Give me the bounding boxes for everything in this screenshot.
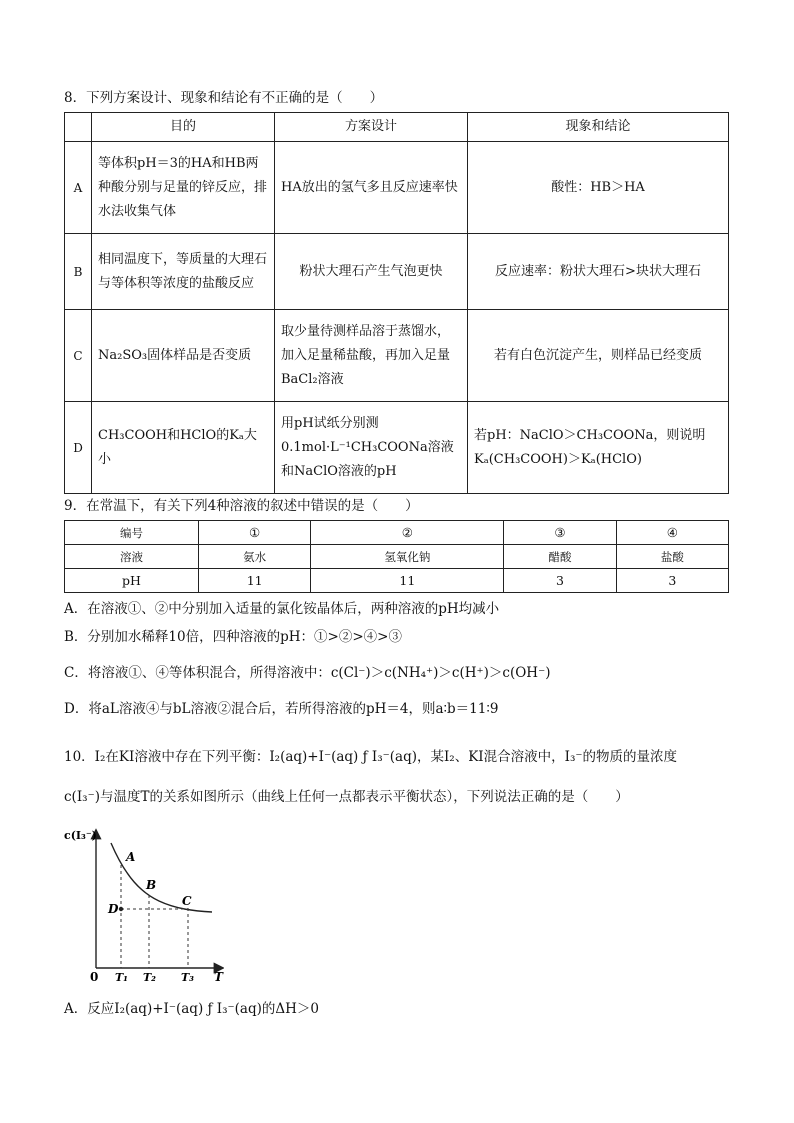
q8-row-design: HA放出的氢气多且反应速率快 — [275, 142, 468, 234]
graph-label-d: D — [108, 902, 119, 916]
q8-row-purpose: 相同温度下，等质量的大理石与等体积等浓度的盐酸反应 — [92, 234, 275, 310]
q8-row-purpose: CH₃COOH和HClO的Kₐ大小 — [92, 402, 275, 494]
q9-cell: ① — [199, 521, 311, 545]
q9-option-d: D．将aL溶液④与bL溶液②混合后，若所得溶液的pH＝4，则a∶b＝11∶9 — [64, 701, 499, 717]
graph-x-label: T — [214, 970, 223, 983]
graph-label-c: C — [182, 894, 192, 908]
graph-y-label: c(I₃⁻) — [64, 829, 97, 842]
q9-ph-row — [65, 569, 729, 593]
graph-origin: 0 — [90, 970, 99, 983]
q8-header-blank — [65, 113, 92, 142]
q10-stem — [64, 737, 734, 817]
q9-cell: ② — [311, 521, 504, 545]
q9-option-b: B．分别加水稀释10倍，四种溶液的pH：①>②>④>③ — [64, 629, 402, 645]
q8-row-design: 用pH试纸分别测0.1mol·L⁻¹CH₃COONa溶液和NaClO溶液的pH — [275, 402, 468, 494]
q8-table — [64, 112, 729, 494]
q9-row-label: pH — [65, 569, 199, 593]
q9-cell: ③ — [504, 521, 616, 545]
q8-row-purpose: Na₂SO₃固体样品是否变质 — [92, 310, 275, 402]
q9-row-label: 溶液 — [65, 545, 199, 569]
q8-row-conclusion: 酸性：HB＞HA — [468, 142, 729, 234]
exam-page — [64, 86, 734, 1021]
q8-row-purpose: 等体积pH＝3的HA和HB两种酸分别与足量的锌反应，排水法收集气体 — [92, 142, 275, 234]
q9-number-row — [65, 521, 729, 545]
q8-row-d — [65, 402, 729, 494]
q9-option-c: C．将溶液①、④等体积混合，所得溶液中：c(Cl⁻)＞c(NH₄⁺)＞c(H⁺)＞c(OH⁻) — [64, 665, 551, 681]
q8-row-conclusion: 反应速率：粉状大理石>块状大理石 — [468, 234, 729, 310]
q8-header-purpose: 目的 — [92, 113, 275, 142]
q8-row-conclusion: 若有白色沉淀产生，则样品已经变质 — [468, 310, 729, 402]
q8-row-label: A — [65, 142, 92, 234]
q8-header-design: 方案设计 — [275, 113, 468, 142]
q9-cell: 3 — [616, 569, 728, 593]
q9-cell: 3 — [504, 569, 616, 593]
q9-cell: 11 — [311, 569, 504, 593]
q9-cell: 盐酸 — [616, 545, 728, 569]
q10-option-a: A．反应I₂(aq)+I⁻(aq) ƒ I₃⁻(aq)的ΔH＞0 — [64, 1001, 319, 1017]
q8-header-conclusion: 现象和结论 — [468, 113, 729, 142]
q8-row-a — [65, 142, 729, 234]
graph-tick-t2: T₂ — [143, 971, 157, 983]
graph-tick-t3: T₃ — [181, 971, 195, 983]
q9-cell: 醋酸 — [504, 545, 616, 569]
q9-option-a: A．在溶液①、②中分别加入适量的氯化铵晶体后，两种溶液的pH均减小 — [64, 601, 500, 617]
graph-label-a: A — [126, 850, 136, 864]
q8-row-c — [65, 310, 729, 402]
q9-cell: ④ — [616, 521, 728, 545]
q9-solution-row — [65, 545, 729, 569]
q8-row-conclusion: 若pH：NaClO＞CH₃COONa，则说明Kₐ(CH₃COOH)＞Kₐ(HClO) — [468, 402, 729, 494]
q9-table — [64, 520, 729, 593]
q9-cell: 氢氧化钠 — [311, 545, 504, 569]
q8-header-row — [65, 113, 729, 142]
q10-stem-line1: 10．I₂在KI溶液中存在下列平衡：I₂(aq)+I⁻(aq) ƒ I₃⁻(aq)，某I₂、KI混合溶液中，I₃⁻的物质的量浓度 — [64, 749, 678, 765]
q9-cell: 氨水 — [199, 545, 311, 569]
q9-cell: 11 — [199, 569, 311, 593]
q8-row-design: 取少量待测样品溶于蒸馏水，加入足量稀盐酸，再加入足量BaCl₂溶液 — [275, 310, 468, 402]
q8-row-label: C — [65, 310, 92, 402]
q8-row-label: D — [65, 402, 92, 494]
graph-label-b: B — [146, 878, 157, 892]
q8-row-label: B — [65, 234, 92, 310]
q9-stem: 9．在常温下，有关下列4种溶液的叙述中错误的是（ ） — [64, 498, 419, 514]
q10-stem-line2: c(I₃⁻)与温度T的关系如图所示（曲线上任何一点都表示平衡状态），下列说法正确的是（ ） — [64, 789, 629, 805]
graph-point-d — [119, 907, 123, 911]
q10-graph — [64, 823, 224, 983]
graph-tick-t1: T₁ — [115, 971, 129, 983]
q9-row-label: 编号 — [65, 521, 199, 545]
q8-stem: 8．下列方案设计、现象和结论有不正确的是（ ） — [64, 90, 384, 106]
q8-row-design: 粉状大理石产生气泡更快 — [275, 234, 468, 310]
q8-row-b — [65, 234, 729, 310]
